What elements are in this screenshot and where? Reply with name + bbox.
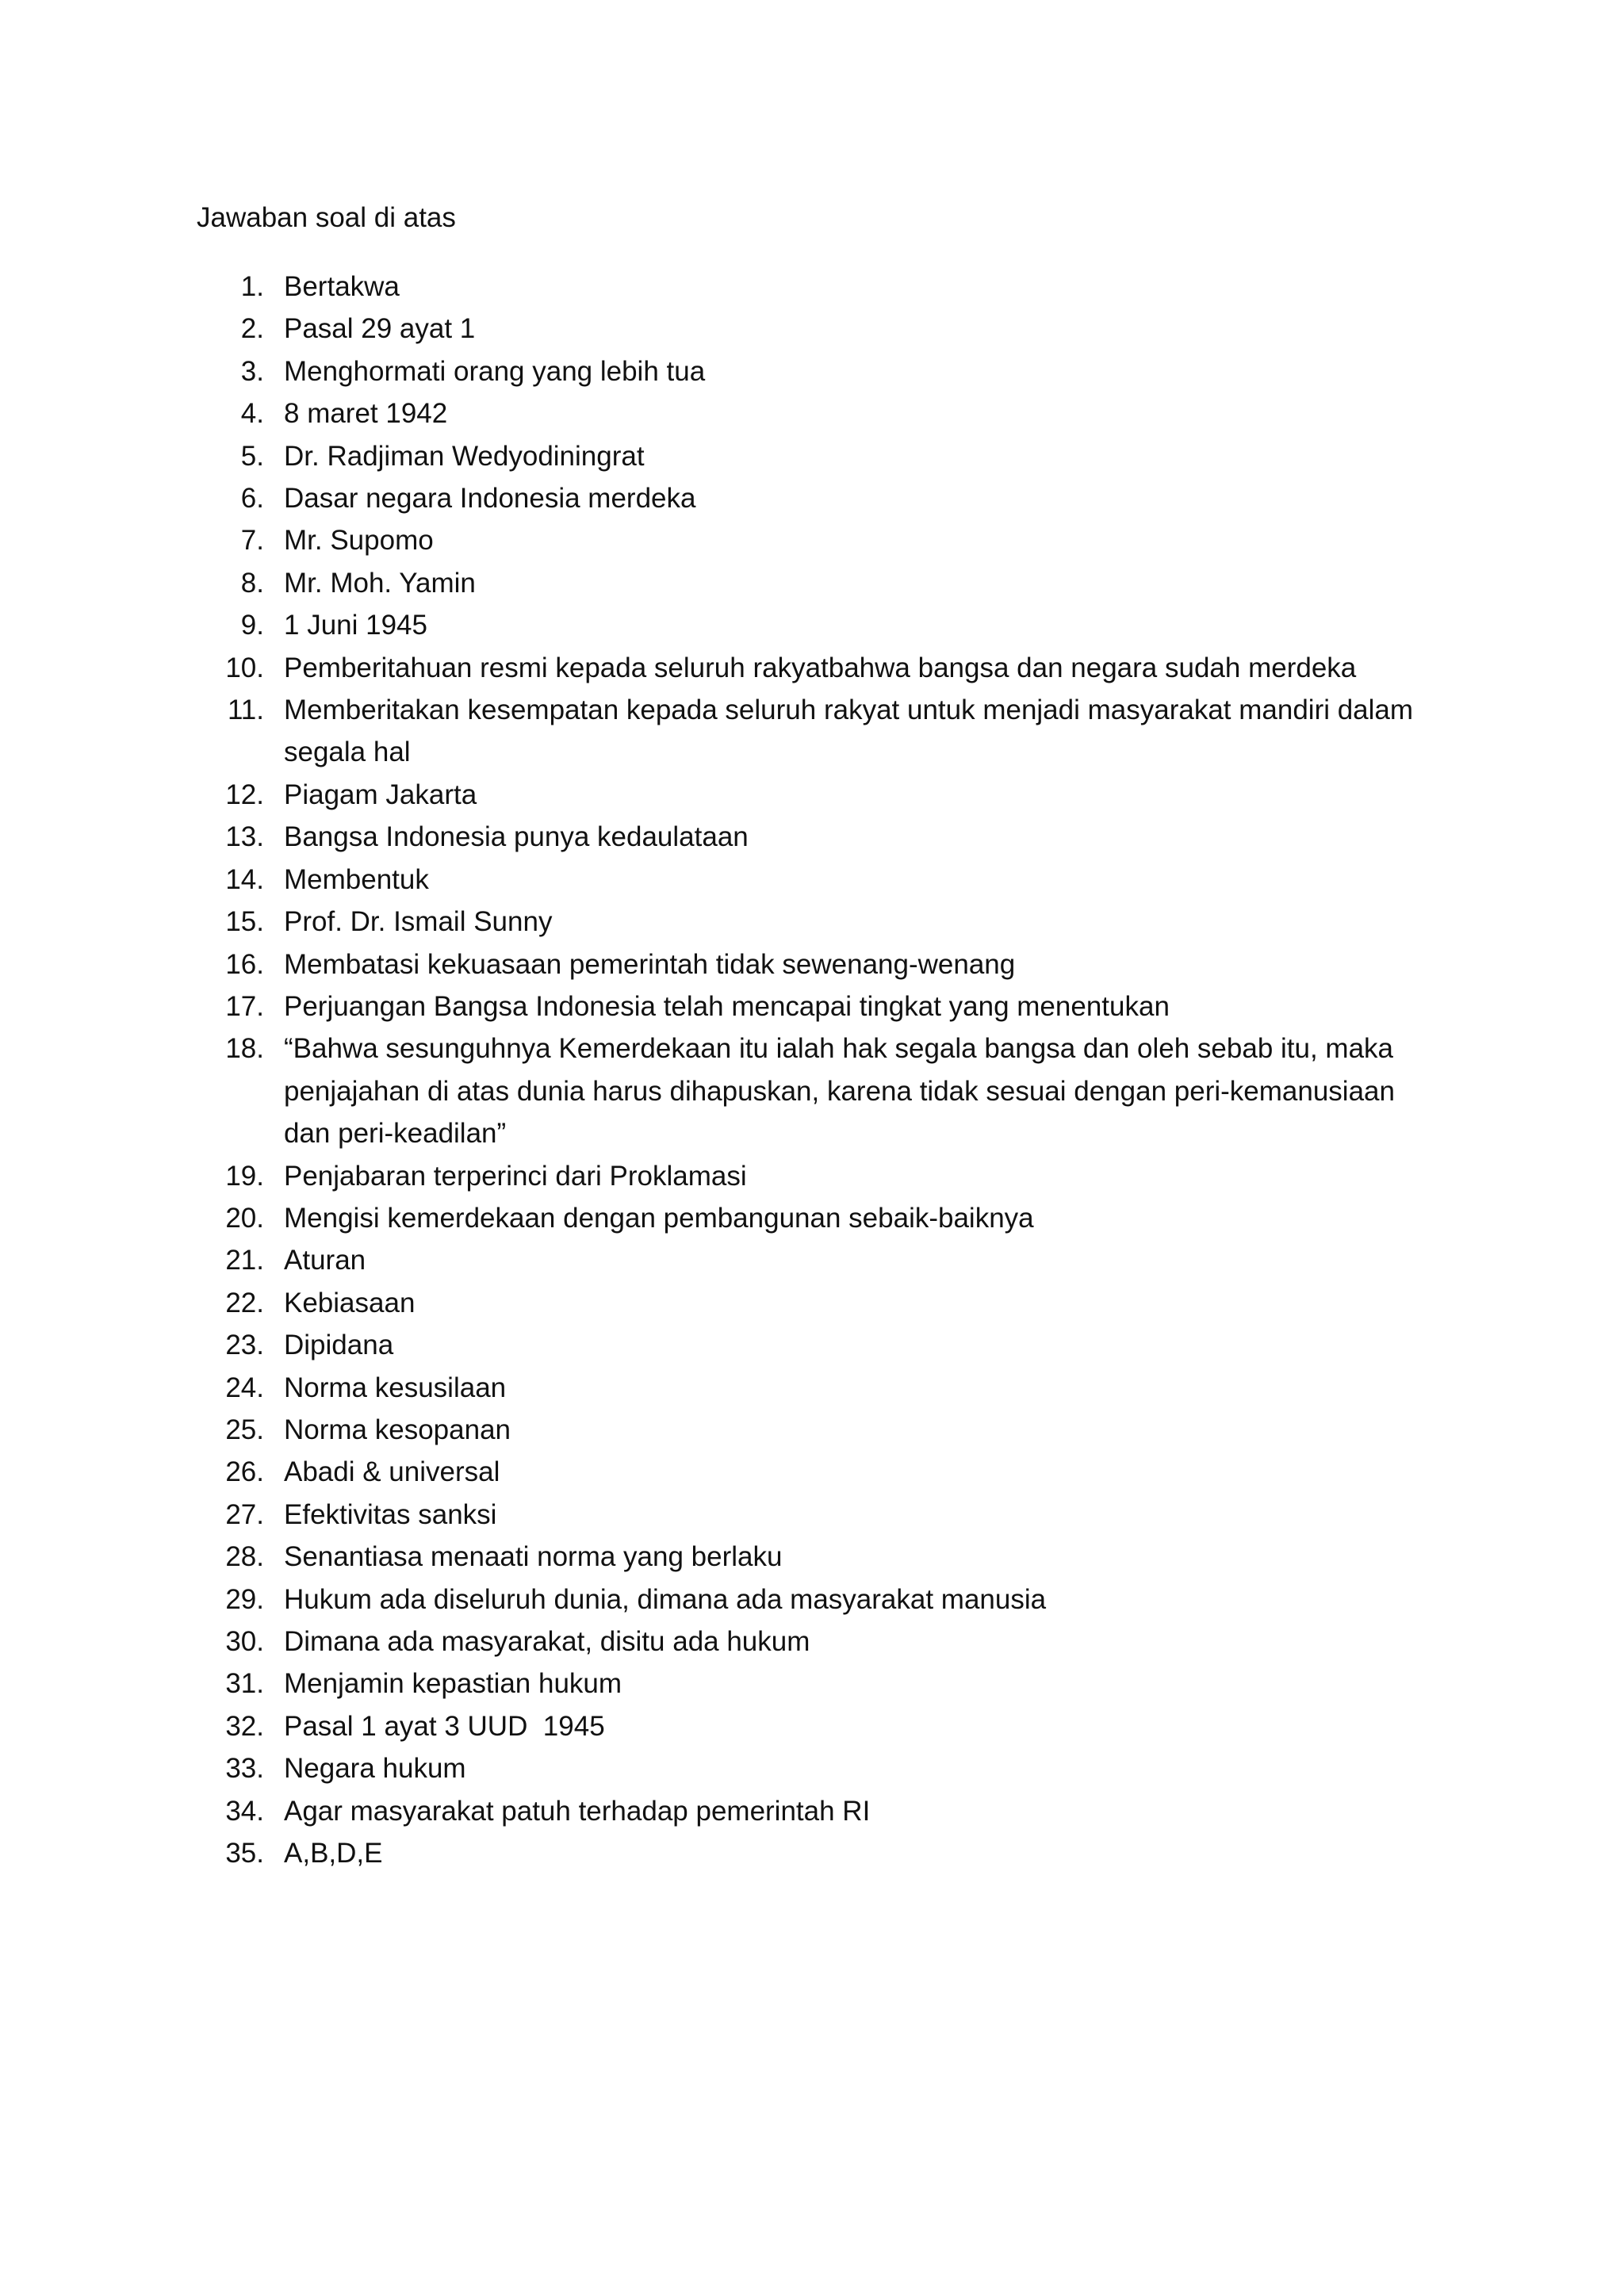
answer-item [197,1197,1434,1239]
answer-number: 13. [225,821,264,853]
answer-number: 27. [225,1498,264,1530]
answer-number: 22. [225,1287,264,1318]
answer-item [197,604,1434,646]
answer-number: 33. [225,1753,264,1785]
answer-number: 31. [225,1668,264,1700]
answer-number: 23. [225,1330,264,1361]
answer-text: Memberitakan kesempatan kepada seluruh rakyat untuk menjadi masyarakat mandiri dalam segala hal [284,695,1421,768]
answer-number: 30. [225,1626,264,1657]
answer-item [197,266,1434,308]
answer-number: 3. [240,355,264,387]
answer-text: Dipidana [284,1330,394,1361]
answer-number: 9. [240,610,264,641]
answer-item [197,435,1434,477]
answer-number: 25. [225,1414,264,1445]
answer-text: Perjuangan Bangsa Indonesia telah mencapai tingkat yang menentukan [284,990,1170,1022]
answer-number: 12. [225,779,264,810]
answer-item [197,1621,1434,1663]
answer-text: Piagam Jakarta [284,779,477,810]
answer-number: 15. [225,906,264,938]
answer-text: Norma kesusilaan [284,1372,507,1403]
answer-number: 17. [225,990,264,1022]
answer-item [197,647,1434,689]
answer-text: Bertakwa [284,271,400,302]
answer-item [197,308,1434,350]
answer-text: Norma kesopanan [284,1414,511,1445]
answer-number: 26. [225,1456,264,1488]
answer-item [197,1494,1434,1536]
answer-text: 1 Juni 1945 [284,610,427,641]
answer-item [197,901,1434,943]
answer-item [197,1705,1434,1747]
answer-text: 8 maret 1942 [284,398,448,430]
answer-text: Dimana ada masyarakat, disitu ada hukum [284,1626,810,1657]
answer-item [197,816,1434,858]
answer-item [197,1790,1434,1832]
answer-number: 29. [225,1583,264,1615]
answer-number: 20. [225,1202,264,1234]
document-heading: Jawaban soal di atas [197,202,456,233]
answer-number: 19. [225,1160,264,1192]
answer-number: 16. [225,948,264,980]
answer-number: 11. [227,695,264,726]
answer-item [197,392,1434,434]
answer-item [197,350,1434,392]
answer-text: Aturan [284,1245,366,1276]
answer-number: 24. [225,1372,264,1403]
answer-text: Membentuk [284,863,429,895]
answer-item [197,1155,1434,1197]
answer-item [197,1663,1434,1705]
answer-item [197,1282,1434,1324]
answer-item [197,1239,1434,1281]
answer-item [197,519,1434,561]
answer-list [197,266,1434,1874]
answer-item [197,943,1434,985]
answer-text: Mengisi kemerdekaan dengan pembangunan sebaik-baiknya [284,1202,1034,1234]
answer-number: 7. [240,525,264,557]
answer-number: 5. [240,440,264,472]
answer-text: Pasal 29 ayat 1 [284,313,476,345]
answer-text: Prof. Dr. Ismail Sunny [284,906,553,938]
answer-item [197,1747,1434,1789]
answer-number: 14. [225,863,264,895]
answer-text: Membatasi kekuasaan pemerintah tidak sewenang-wenang [284,948,1016,980]
answer-item [197,1832,1434,1874]
answer-item [197,1536,1434,1578]
answer-text: Pasal 1 ayat 3 UUD 1945 [284,1710,605,1742]
answer-item [197,1578,1434,1621]
answer-number: 21. [225,1245,264,1276]
answer-number: 28. [225,1541,264,1573]
answer-number: 32. [225,1710,264,1742]
answer-item [197,477,1434,519]
answer-item [197,859,1434,901]
answer-number: 8. [240,567,264,599]
answer-text: Bangsa Indonesia punya kedaulataan [284,821,749,853]
answer-text: Abadi & universal [284,1456,500,1488]
answer-number: 1. [240,271,264,302]
answer-text: Hukum ada diseluruh dunia, dimana ada masyarakat manusia [284,1583,1047,1615]
answer-item [197,774,1434,816]
answer-text: Penjabaran terperinci dari Proklamasi [284,1160,747,1192]
answer-item [197,1367,1434,1409]
answer-text: Mr. Supomo [284,525,434,557]
answer-text: Negara hukum [284,1753,466,1785]
answer-text: Efektivitas sanksi [284,1498,497,1530]
answer-text: “Bahwa sesunguhnya Kemerdekaan itu ialah hak segala bangsa dan oleh sebab itu, maka penjajahan di atas dunia harus dihapuskan, karena tidak sesuai dengan peri-kemanusiaan dan peri-keadilan” [284,1033,1403,1150]
answer-text: Senantiasa menaati norma yang berlaku [284,1541,783,1573]
answer-text: Kebiasaan [284,1287,416,1318]
answer-text: Pemberitahuan resmi kepada seluruh rakyatbahwa bangsa dan negara sudah merdeka [284,652,1357,683]
answer-item [197,689,1434,774]
answer-item [197,1324,1434,1366]
answer-item [197,562,1434,604]
answer-number: 10. [225,652,264,683]
answer-number: 2. [240,313,264,345]
answer-text: Dasar negara Indonesia merdeka [284,483,696,515]
answer-item [197,1409,1434,1451]
answer-number: 34. [225,1795,264,1827]
answer-text: Agar masyarakat patuh terhadap pemerintah RI [284,1795,871,1827]
answer-text: Menghormati orang yang lebih tua [284,355,706,387]
answer-text: Menjamin kepastian hukum [284,1668,622,1700]
answer-item [197,985,1434,1027]
answer-number: 35. [225,1838,264,1869]
answer-item [197,1451,1434,1493]
answer-text: Dr. Radjiman Wedyodiningrat [284,440,645,472]
answer-text: Mr. Moh. Yamin [284,567,476,599]
answer-text: A,B,D,E [284,1838,383,1869]
answer-item [197,1027,1434,1154]
answer-number: 4. [240,398,264,430]
answer-number: 18. [225,1033,264,1065]
answer-number: 6. [240,483,264,515]
